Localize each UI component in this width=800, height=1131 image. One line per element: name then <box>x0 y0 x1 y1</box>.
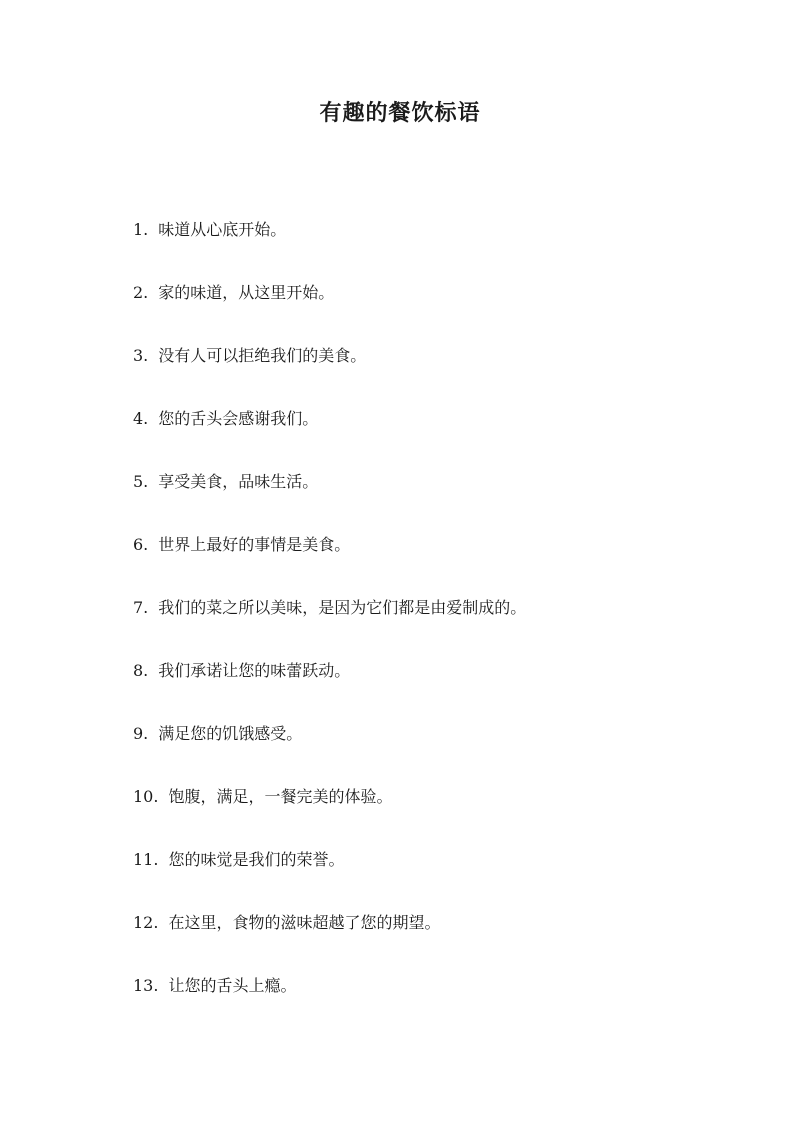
item-text: 在这里，食物的滋味超越了您的期望。 <box>168 913 441 932</box>
item-number: 10. <box>133 787 159 806</box>
item-text: 让您的舌头上瘾。 <box>168 976 297 995</box>
item-text: 没有人可以拒绝我们的美食。 <box>158 346 367 365</box>
item-number: 3. <box>133 346 149 365</box>
item-text: 您的舌头会感谢我们。 <box>158 409 319 428</box>
list-item <box>133 214 753 277</box>
item-text: 味道从心底开始。 <box>158 220 287 239</box>
list-item <box>133 844 753 907</box>
item-number: 11. <box>133 850 159 869</box>
item-number: 1. <box>133 220 149 239</box>
slogan-list <box>133 214 753 1033</box>
item-number: 8. <box>133 661 149 680</box>
list-item <box>133 340 753 403</box>
item-text: 享受美食，品味生活。 <box>158 472 319 491</box>
page-title: 有趣的餐饮标语 <box>319 100 481 126</box>
item-number: 7. <box>133 598 149 617</box>
item-text: 您的味觉是我们的荣誉。 <box>168 850 345 869</box>
list-item <box>133 277 753 340</box>
item-text: 饱腹，满足，一餐完美的体验。 <box>168 787 393 806</box>
item-text: 我们的菜之所以美味，是因为它们都是由爱制成的。 <box>158 598 527 617</box>
item-number: 4. <box>133 409 149 428</box>
item-text: 世界上最好的事情是美食。 <box>158 535 351 554</box>
item-number: 12. <box>133 913 159 932</box>
item-number: 6. <box>133 535 149 554</box>
item-text: 满足您的饥饿感受。 <box>158 724 303 743</box>
item-number: 5. <box>133 472 149 491</box>
list-item <box>133 529 753 592</box>
list-item <box>133 592 753 655</box>
item-number: 9. <box>133 724 149 743</box>
item-text: 家的味道，从这里开始。 <box>158 283 335 302</box>
list-item <box>133 466 753 529</box>
list-item <box>133 655 753 718</box>
list-item <box>133 781 753 844</box>
list-item <box>133 718 753 781</box>
list-item <box>133 970 753 1033</box>
list-item <box>133 403 753 466</box>
item-number: 13. <box>133 976 159 995</box>
list-item <box>133 907 753 970</box>
item-text: 我们承诺让您的味蕾跃动。 <box>158 661 351 680</box>
item-number: 2. <box>133 283 149 302</box>
